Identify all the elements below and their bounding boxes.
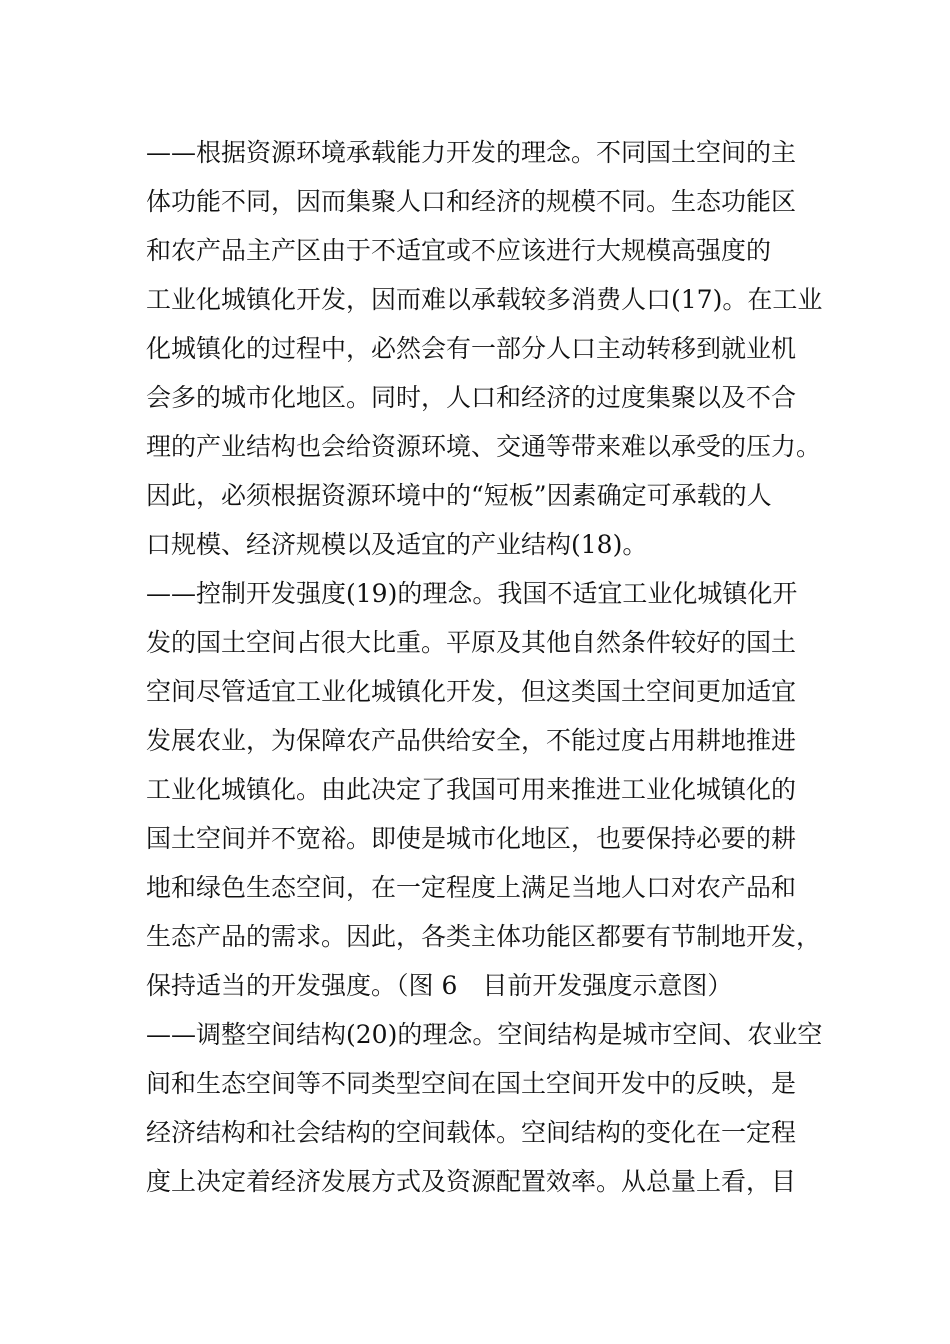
text-line: 会多的城市化地区。同时，人口和经济的过度集聚以及不合	[146, 383, 797, 412]
text-line: 发的国土空间占很大比重。平原及其他自然条件较好的国土	[146, 628, 797, 657]
text-line: 工业化城镇化开发，因而难以承载较多消费人口(17)。在工业	[146, 285, 823, 314]
text-line: 经济结构和社会结构的空间载体。空间结构的变化在一定程	[146, 1118, 797, 1147]
text-line: 发展农业，为保障农产品供给安全，不能过度占用耕地推进	[146, 726, 797, 755]
text-line: 因此，必须根据资源环境中的“短板”因素确定可承载的人	[146, 481, 772, 510]
text-line: 口规模、经济规模以及适宜的产业结构(18)。	[146, 530, 648, 559]
text-line: ——调整空间结构(20)的理念。空间结构是城市空间、农业空	[146, 1020, 823, 1049]
text-line: ——根据资源环境承载能力开发的理念。不同国土空间的主	[146, 138, 797, 167]
text-line: 空间尽管适宜工业化城镇化开发，但这类国土空间更加适宜	[146, 677, 797, 706]
text-line: 生态产品的需求。因此，各类主体功能区都要有节制地开发，	[146, 922, 822, 951]
text-line: ——控制开发强度(19)的理念。我国不适宜工业化城镇化开	[146, 579, 798, 608]
text-line: 理的产业结构也会给资源环境、交通等带来难以承受的压力。	[146, 432, 822, 461]
text-line: 和农产品主产区由于不适宜或不应该进行大规模高强度的	[146, 236, 772, 265]
text-line: 地和绿色生态空间，在一定程度上满足当地人口对农产品和	[146, 873, 797, 902]
text-line: 保持适当的开发强度。（图 6 目前开发强度示意图）	[146, 971, 733, 1000]
text-line: 度上决定着经济发展方式及资源配置效率。从总量上看，目	[146, 1167, 797, 1196]
document-body	[146, 128, 826, 1206]
text-line: 国土空间并不宽裕。即使是城市化地区，也要保持必要的耕	[146, 824, 797, 853]
text-line: 体功能不同，因而集聚人口和经济的规模不同。生态功能区	[146, 187, 797, 216]
text-line: 化城镇化的过程中，必然会有一部分人口主动转移到就业机	[146, 334, 797, 363]
text-line: 间和生态空间等不同类型空间在国土空间开发中的反映，是	[146, 1069, 797, 1098]
text-line: 工业化城镇化。由此决定了我国可用来推进工业化城镇化的	[146, 775, 797, 804]
